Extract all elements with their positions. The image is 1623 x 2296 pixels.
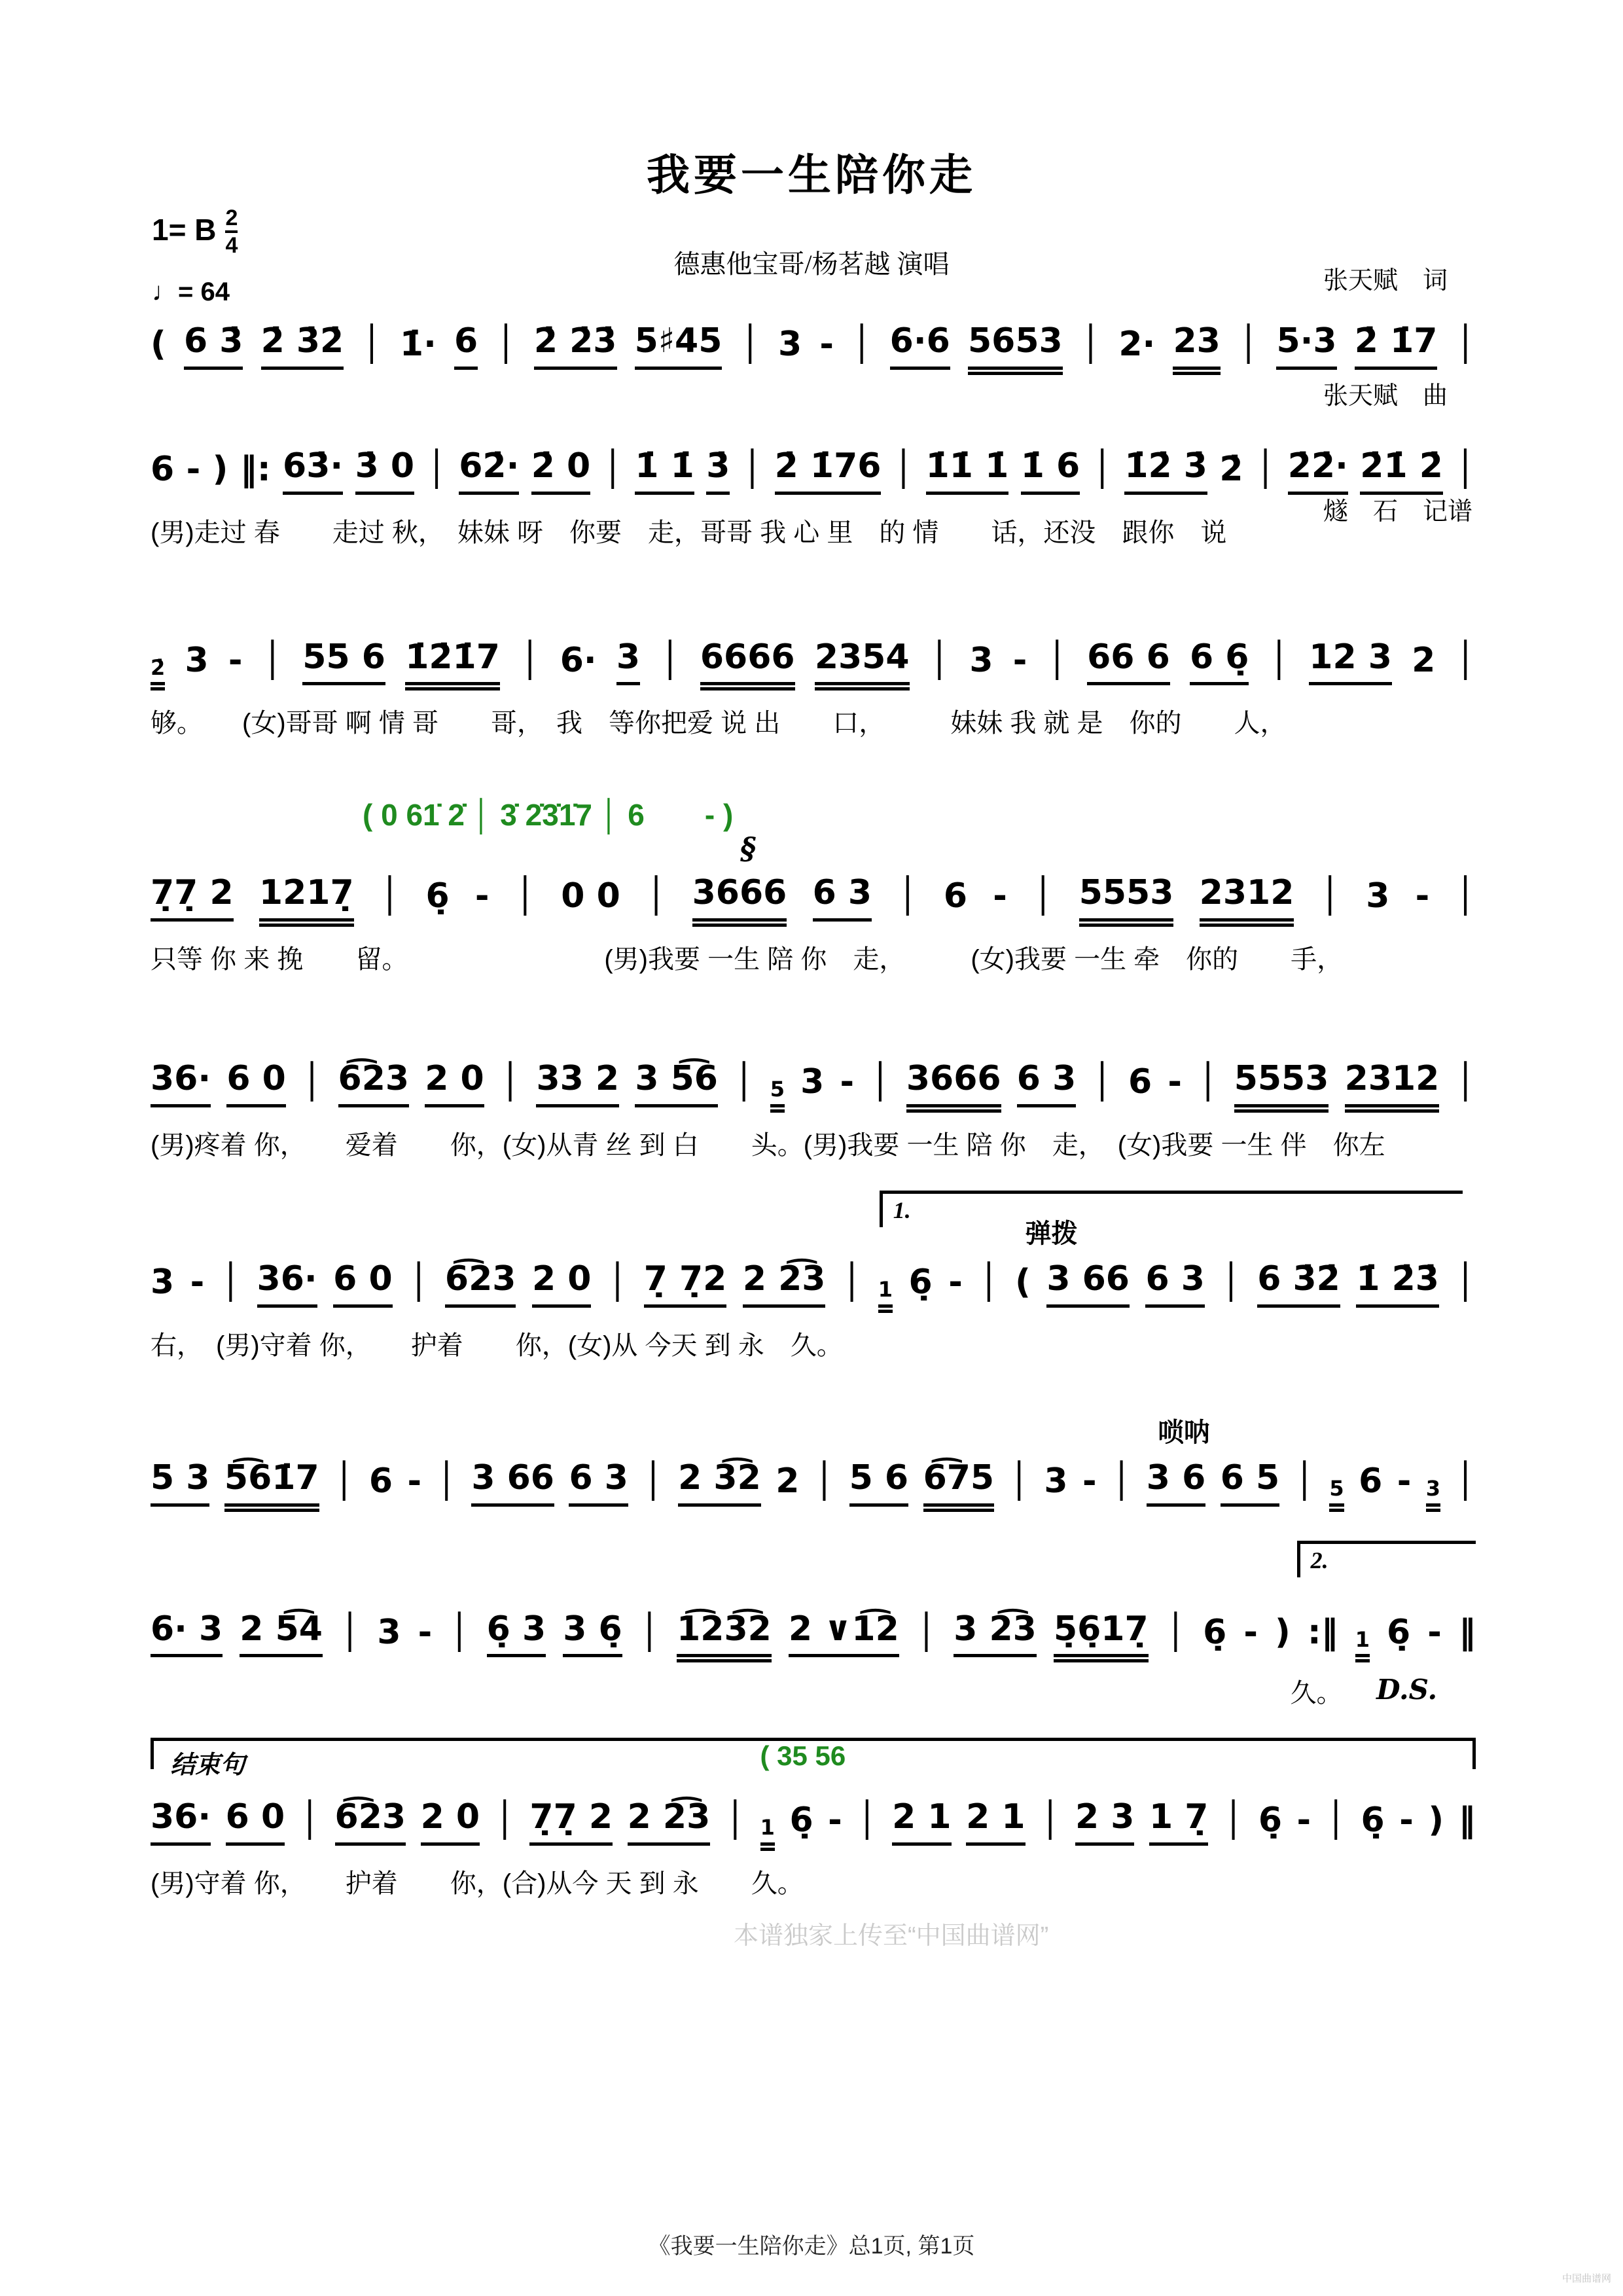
barline: │ — [1238, 325, 1259, 364]
note-group: ( — [1015, 1262, 1031, 1302]
note-group: 5553 — [1079, 874, 1174, 922]
barline: │ — [1198, 1062, 1219, 1102]
tempo-marking: ♩= 64 — [152, 278, 230, 306]
note-group: 5͡61̇7 — [224, 1459, 319, 1507]
barline: │ — [494, 1801, 515, 1840]
barline: │ — [813, 1461, 835, 1501]
barline: │ — [1040, 1801, 1061, 1840]
note-group: 2̇ — [1219, 449, 1243, 489]
note-group: 3 — [800, 1062, 825, 1102]
systems — [151, 322, 1476, 1998]
note-group: - — [1243, 1612, 1258, 1652]
barline: │ — [1255, 449, 1276, 489]
barline: │ — [1008, 1461, 1029, 1501]
note-group: - — [1415, 876, 1430, 916]
note-group: 2̇ 3̇2̇ — [261, 322, 344, 370]
note-group: 1 — [760, 1816, 775, 1846]
barline: │ — [978, 1262, 999, 1302]
note-group: 6͡23 — [338, 1060, 410, 1107]
note-group: 5♯45 — [635, 322, 722, 370]
system-chorus-line-3 — [151, 1196, 1476, 1362]
note-group: 6 3 — [1145, 1260, 1204, 1308]
note-group: 2 0 — [425, 1060, 484, 1107]
system-chorus-line-2 — [151, 1060, 1476, 1162]
credit-lyricist: 张天赋 词 — [1323, 266, 1448, 295]
note-group: 55 6 — [302, 638, 385, 686]
barline: │ — [929, 640, 950, 680]
note-group: - — [819, 325, 834, 364]
notation-row — [151, 1459, 1476, 1507]
barline: │ — [1455, 1262, 1476, 1302]
credit-transcriber: 燧 石 记谱 — [1323, 498, 1472, 526]
barline: │ — [495, 325, 516, 364]
lyrics-row: 右， (男)守着 你， 护着 你，(女)从 今天 到 永 久。 — [151, 1331, 843, 1360]
barline: │ — [916, 1612, 937, 1652]
barline: │ — [1080, 325, 1101, 364]
note-group: 6· 3 — [151, 1610, 223, 1658]
barline: │ — [426, 449, 447, 489]
note-group: 6 0 — [226, 1060, 285, 1107]
notation-row — [151, 1060, 1476, 1107]
note-group: - — [407, 1461, 422, 1501]
note-group: 66 6 — [1087, 638, 1170, 686]
note-group: 2· — [1118, 325, 1156, 364]
note-group: 6͡23 — [335, 1798, 406, 1846]
note-group: 6 3̇ — [184, 322, 243, 370]
note-group: 2̇ — [151, 656, 165, 686]
note-group: 2 2͡3 — [743, 1260, 826, 1308]
credit-composer: 张天赋 曲 — [1323, 382, 1448, 410]
system-intro-line — [151, 322, 1476, 370]
note-group: 3 — [151, 1262, 175, 1302]
note-group: 6̣ — [1258, 1801, 1282, 1840]
note-group: 7̣7̣ 2 — [529, 1798, 613, 1846]
meter-denominator: 4 — [225, 230, 238, 258]
barline: :‖ — [1307, 1612, 1338, 1652]
note-group: 2 — [1412, 640, 1436, 680]
note-group: 2̇ 0 — [531, 447, 590, 495]
barline: │ — [893, 449, 914, 489]
corner-watermark: 中国曲谱网 — [1561, 2273, 1611, 2284]
note-group: - — [993, 876, 1007, 916]
note-group: 5 — [1329, 1477, 1344, 1507]
system-chorus-line-1 — [151, 798, 1476, 976]
inset-notation-green: ( 0 61̇ 2̇ │ 3̇ 2̇3̇1̇7 │ 6 - ) — [363, 798, 734, 833]
note-group: 2 3͡2 — [678, 1459, 761, 1507]
note-group: 2312 — [1200, 874, 1294, 922]
note-group: 7̣7̣ 2 — [151, 874, 234, 922]
barline: │ — [857, 1801, 878, 1840]
note-group: 2 0 — [532, 1260, 591, 1308]
note-group: 5 — [770, 1077, 785, 1107]
barline: │ — [897, 876, 918, 916]
note-group: 3 2͡3 — [954, 1610, 1037, 1658]
note-group: 3 66 — [471, 1459, 554, 1507]
note-group: ) — [1428, 1801, 1444, 1840]
lyrics-row: (男)走过 春 走过 秋， 妹妹 呀 你要 走，哥哥 我 心 里 的 情 话，还没 跟你 说 — [151, 518, 1227, 547]
note-group: 63̇· — [283, 447, 343, 495]
performer-credit: 德惠他宝哥/杨茗越 演唱 — [673, 249, 950, 279]
note-group: 1̇ 2̇3̇ — [1356, 1260, 1439, 1308]
barline: │ — [841, 1262, 863, 1302]
note-group: 5 3 — [151, 1459, 209, 1507]
note-group: - — [1427, 1612, 1442, 1652]
barline: │ — [851, 325, 872, 364]
note-group: 1̇ 6 — [1021, 447, 1080, 495]
note-group: 33 2 — [536, 1060, 619, 1107]
note-group: 6 — [943, 876, 968, 916]
note-group: - — [1168, 1062, 1182, 1102]
note-group: 3̇ — [706, 447, 730, 495]
barline: │ — [436, 1461, 457, 1501]
barline: │ — [741, 449, 763, 489]
barline: ‖ — [1458, 1612, 1476, 1652]
barline: │ — [734, 1062, 755, 1102]
page-footer: 《我要一生陪你走》总1页, 第1页 — [648, 2234, 975, 2259]
barline: │ — [1455, 876, 1476, 916]
note-group: 1̇2̇ 3̇ — [1124, 447, 1207, 495]
barline: │ — [1325, 1801, 1346, 1840]
instrument-label-tanbo: 弹拨 — [1025, 1219, 1078, 1248]
barline: │ — [299, 1801, 320, 1840]
lyrics-row: 只等 你 来 挽 留。 (男)我要 一生 陪 你 走， (女)我要 一生 牵 你的 手， — [151, 945, 1344, 975]
note-group: 62̇· — [459, 447, 519, 495]
note-group: 2 0 — [421, 1798, 480, 1846]
barline: │ — [302, 1062, 323, 1102]
system-interlude-line — [151, 1418, 1476, 1507]
note-group: - — [828, 1801, 842, 1840]
note-group: 3 66 — [1046, 1260, 1130, 1308]
note-group: - — [948, 1262, 963, 1302]
ending-label: 结束句 — [170, 1751, 245, 1780]
lyrics-row: 够。 (女)哥哥 啊 情 哥 哥， 我 等你把爱 说 出 口， 妹妹 我 就 是 你的 人， — [151, 709, 1287, 738]
barline: │ — [379, 876, 401, 916]
note-group: - — [1082, 1461, 1097, 1501]
note-group: 6̣ — [1361, 1801, 1385, 1840]
lyrics-row: (男)守着 你， 护着 你，(合)从今 天 到 永 久。 — [151, 1869, 804, 1899]
barline: │ — [1111, 1461, 1132, 1501]
lyric-jiu: 久。 — [1290, 1679, 1343, 1708]
barline: ‖ — [1458, 1801, 1476, 1840]
barline: │ — [1268, 640, 1290, 680]
barline: │ — [340, 1612, 361, 1652]
note-group: 2̇2̇· — [1288, 447, 1348, 495]
barline: │ — [1319, 876, 1340, 916]
barline: ‖: — [240, 449, 271, 489]
volta-2-bracket: 2. — [1297, 1541, 1476, 1577]
note-group: 6 — [151, 449, 175, 489]
note-group: 2 ∨1͡2 — [789, 1610, 899, 1658]
note-group: 36· — [151, 1798, 211, 1846]
note-group: 6 3 — [1017, 1060, 1076, 1107]
barline: │ — [1092, 1062, 1113, 1102]
note-group: - — [840, 1062, 855, 1102]
note-group: 36· — [257, 1260, 317, 1308]
note-group: - — [418, 1612, 433, 1652]
note-group: 3 — [1426, 1477, 1440, 1507]
barline: │ — [660, 640, 681, 680]
note-group: 6 — [1128, 1062, 1152, 1102]
barline: │ — [1221, 1262, 1241, 1302]
note-group: 2 5͡4 — [240, 1610, 323, 1658]
barline: │ — [607, 1262, 628, 1302]
note-group: 36· — [151, 1060, 211, 1107]
note-group: 2 — [776, 1461, 800, 1501]
note-group: 1͡23͡2 — [677, 1610, 772, 1658]
note-group: 0 0 — [561, 876, 620, 916]
note-group: 2̇ 1̇76 — [775, 447, 882, 495]
barline: │ — [1092, 449, 1113, 489]
note-group: 7̣ 7̣2 — [644, 1260, 727, 1308]
note-group: ) — [212, 449, 228, 489]
note-group: 6 6̣ — [1190, 638, 1249, 686]
system-verse-female-line — [151, 638, 1476, 740]
note-group: 6 0 — [226, 1798, 285, 1846]
note-group: 6̣ — [908, 1262, 933, 1302]
note-group: 1 — [878, 1278, 893, 1308]
note-group: - — [474, 876, 490, 916]
notation-row — [151, 1798, 1476, 1846]
inset-notation-green-2: ( 35 56 — [760, 1740, 846, 1772]
note-group: 6̣ 3 — [487, 1610, 546, 1658]
note-group: 6̣ — [1203, 1612, 1227, 1652]
note-group: 5653 — [968, 322, 1063, 370]
barline: │ — [639, 1612, 660, 1652]
note-group: 1̇ 1̇ — [635, 447, 694, 495]
note-group: 5 6 — [849, 1459, 908, 1507]
note-group: - — [190, 1262, 205, 1302]
note-group: 23 — [1173, 322, 1220, 370]
note-group: 5553 — [1234, 1060, 1329, 1107]
barline: │ — [408, 1262, 429, 1302]
note-group: 6͡75 — [923, 1459, 995, 1507]
barline: │ — [361, 325, 382, 364]
barline: │ — [1455, 1461, 1476, 1501]
note-group: 12 3 — [1309, 638, 1392, 686]
barline: │ — [220, 1262, 241, 1302]
note-group: ( — [151, 325, 166, 364]
watermark-text: 本谱独家上传至“中国曲谱网” — [734, 1922, 1049, 1950]
note-group: 3 — [616, 638, 640, 686]
note-group: 6 — [368, 1461, 393, 1501]
barline: │ — [514, 876, 536, 916]
lyrics-row: (男)疼着 你， 爱着 你，(女)从青 丝 到 白 头。(男)我要 一生 陪 你 走， (女)我要 一生 伴 你左 — [151, 1130, 1385, 1160]
barline: │ — [520, 640, 541, 680]
barline: │ — [602, 449, 623, 489]
note-group: 6 — [1359, 1461, 1383, 1501]
system-ending-line — [151, 1740, 1476, 1950]
note-group: 3 — [1366, 876, 1390, 916]
barline: │ — [1294, 1461, 1315, 1501]
note-group: - — [1397, 1461, 1412, 1501]
note-group: 6̣ — [789, 1801, 813, 1840]
system-interlude-line-2 — [151, 1547, 1476, 1708]
key-signature — [152, 207, 238, 257]
barline: │ — [262, 640, 283, 680]
barline: │ — [449, 1612, 470, 1652]
time-signature — [225, 207, 238, 257]
barline: │ — [646, 876, 667, 916]
note-group: 6· — [560, 640, 597, 680]
notation-row — [151, 1610, 1476, 1658]
note-group: 6666 — [700, 638, 795, 686]
note-group: 3 6̣ — [563, 1610, 622, 1658]
note-group: 3 — [377, 1612, 401, 1652]
note-group: 6 5 — [1221, 1459, 1279, 1507]
meter-numerator: 2 — [225, 206, 238, 230]
note-group: 1̇2̇1̇7 — [405, 638, 500, 686]
note-group: 3 6 — [1147, 1459, 1205, 1507]
notation-row — [151, 1260, 1476, 1308]
note-group: 6̣ — [425, 876, 450, 916]
system-verse-male-line — [151, 447, 1476, 549]
note-group: 3 — [969, 640, 993, 680]
note-group: - — [1296, 1801, 1311, 1840]
barline: │ — [1222, 1801, 1244, 1840]
note-group: 3 — [778, 325, 802, 364]
ds-mark: D.S. — [1376, 1674, 1438, 1706]
barline: │ — [1455, 1062, 1476, 1102]
note-group: - — [1012, 640, 1027, 680]
note-group: - — [228, 640, 243, 680]
note-group: 6 3 — [569, 1459, 628, 1507]
note-group: 2 2͡3 — [628, 1798, 711, 1846]
note-group: 1 7̣ — [1149, 1798, 1208, 1846]
key-label: 1= B — [152, 212, 217, 247]
barline: │ — [1033, 876, 1054, 916]
note-group: 2354 — [815, 638, 910, 686]
page-title: 我要一生陪你走 — [647, 151, 976, 199]
note-group: 2̇ 2̇3̇ — [534, 322, 617, 370]
note-group: 1̇· — [399, 325, 437, 364]
volta-1-bracket: 1. — [880, 1191, 1463, 1227]
note-group: 3 — [1044, 1461, 1068, 1501]
barline: │ — [1455, 325, 1476, 364]
barline: │ — [1165, 1612, 1186, 1652]
note-group: 6 3 — [813, 874, 872, 922]
segno-mark: § — [740, 831, 757, 867]
note-group: 6 3̇2̇ — [1257, 1260, 1340, 1308]
barline: │ — [499, 1062, 521, 1102]
note-group: 2 1 — [892, 1798, 951, 1846]
barline: │ — [334, 1461, 355, 1501]
note-group: ) — [1275, 1612, 1291, 1652]
note-group: 2312 — [1345, 1060, 1440, 1107]
note-group: 3666 — [906, 1060, 1001, 1107]
notation-row — [151, 322, 1476, 370]
notation-row — [151, 447, 1476, 495]
note-group: 1 — [1355, 1628, 1370, 1658]
notation-row — [151, 638, 1476, 686]
note-group: 3666 — [692, 874, 787, 922]
note-group: 5·3 — [1276, 322, 1336, 370]
barline: │ — [870, 1062, 891, 1102]
note-group: 2 1 — [966, 1798, 1025, 1846]
barline: │ — [1046, 640, 1067, 680]
barline: │ — [724, 1801, 746, 1840]
instrument-label-suona: 唢呐 — [1158, 1418, 1210, 1447]
note-group: 3 — [185, 640, 209, 680]
note-group: 3̇ 0 — [355, 447, 414, 495]
note-group: 1̇1̇ 1̇ — [926, 447, 1009, 495]
note-group: - — [186, 449, 201, 489]
barline: │ — [1455, 640, 1476, 680]
note-group: 6 — [454, 322, 478, 370]
note-group: 6·6 — [890, 322, 950, 370]
note-group: 2̇ 1̇7 — [1355, 322, 1438, 370]
note-group: 1217̣ — [259, 874, 354, 922]
note-group: 6͡23 — [445, 1260, 516, 1308]
barline: │ — [740, 325, 760, 364]
note-group: 2̇1̇ 2̇ — [1360, 447, 1443, 495]
barline: │ — [643, 1461, 664, 1501]
notation-row — [151, 874, 1476, 922]
note-group: 5̣6̣17̣ — [1054, 1610, 1149, 1658]
note-group: 3 5͡6 — [635, 1060, 718, 1107]
barline: │ — [1455, 449, 1476, 489]
note-group: 6̣ — [1387, 1612, 1411, 1652]
note-group: 6 0 — [333, 1260, 392, 1308]
note-group: 2 3 — [1075, 1798, 1134, 1846]
note-group: - — [1399, 1801, 1414, 1840]
